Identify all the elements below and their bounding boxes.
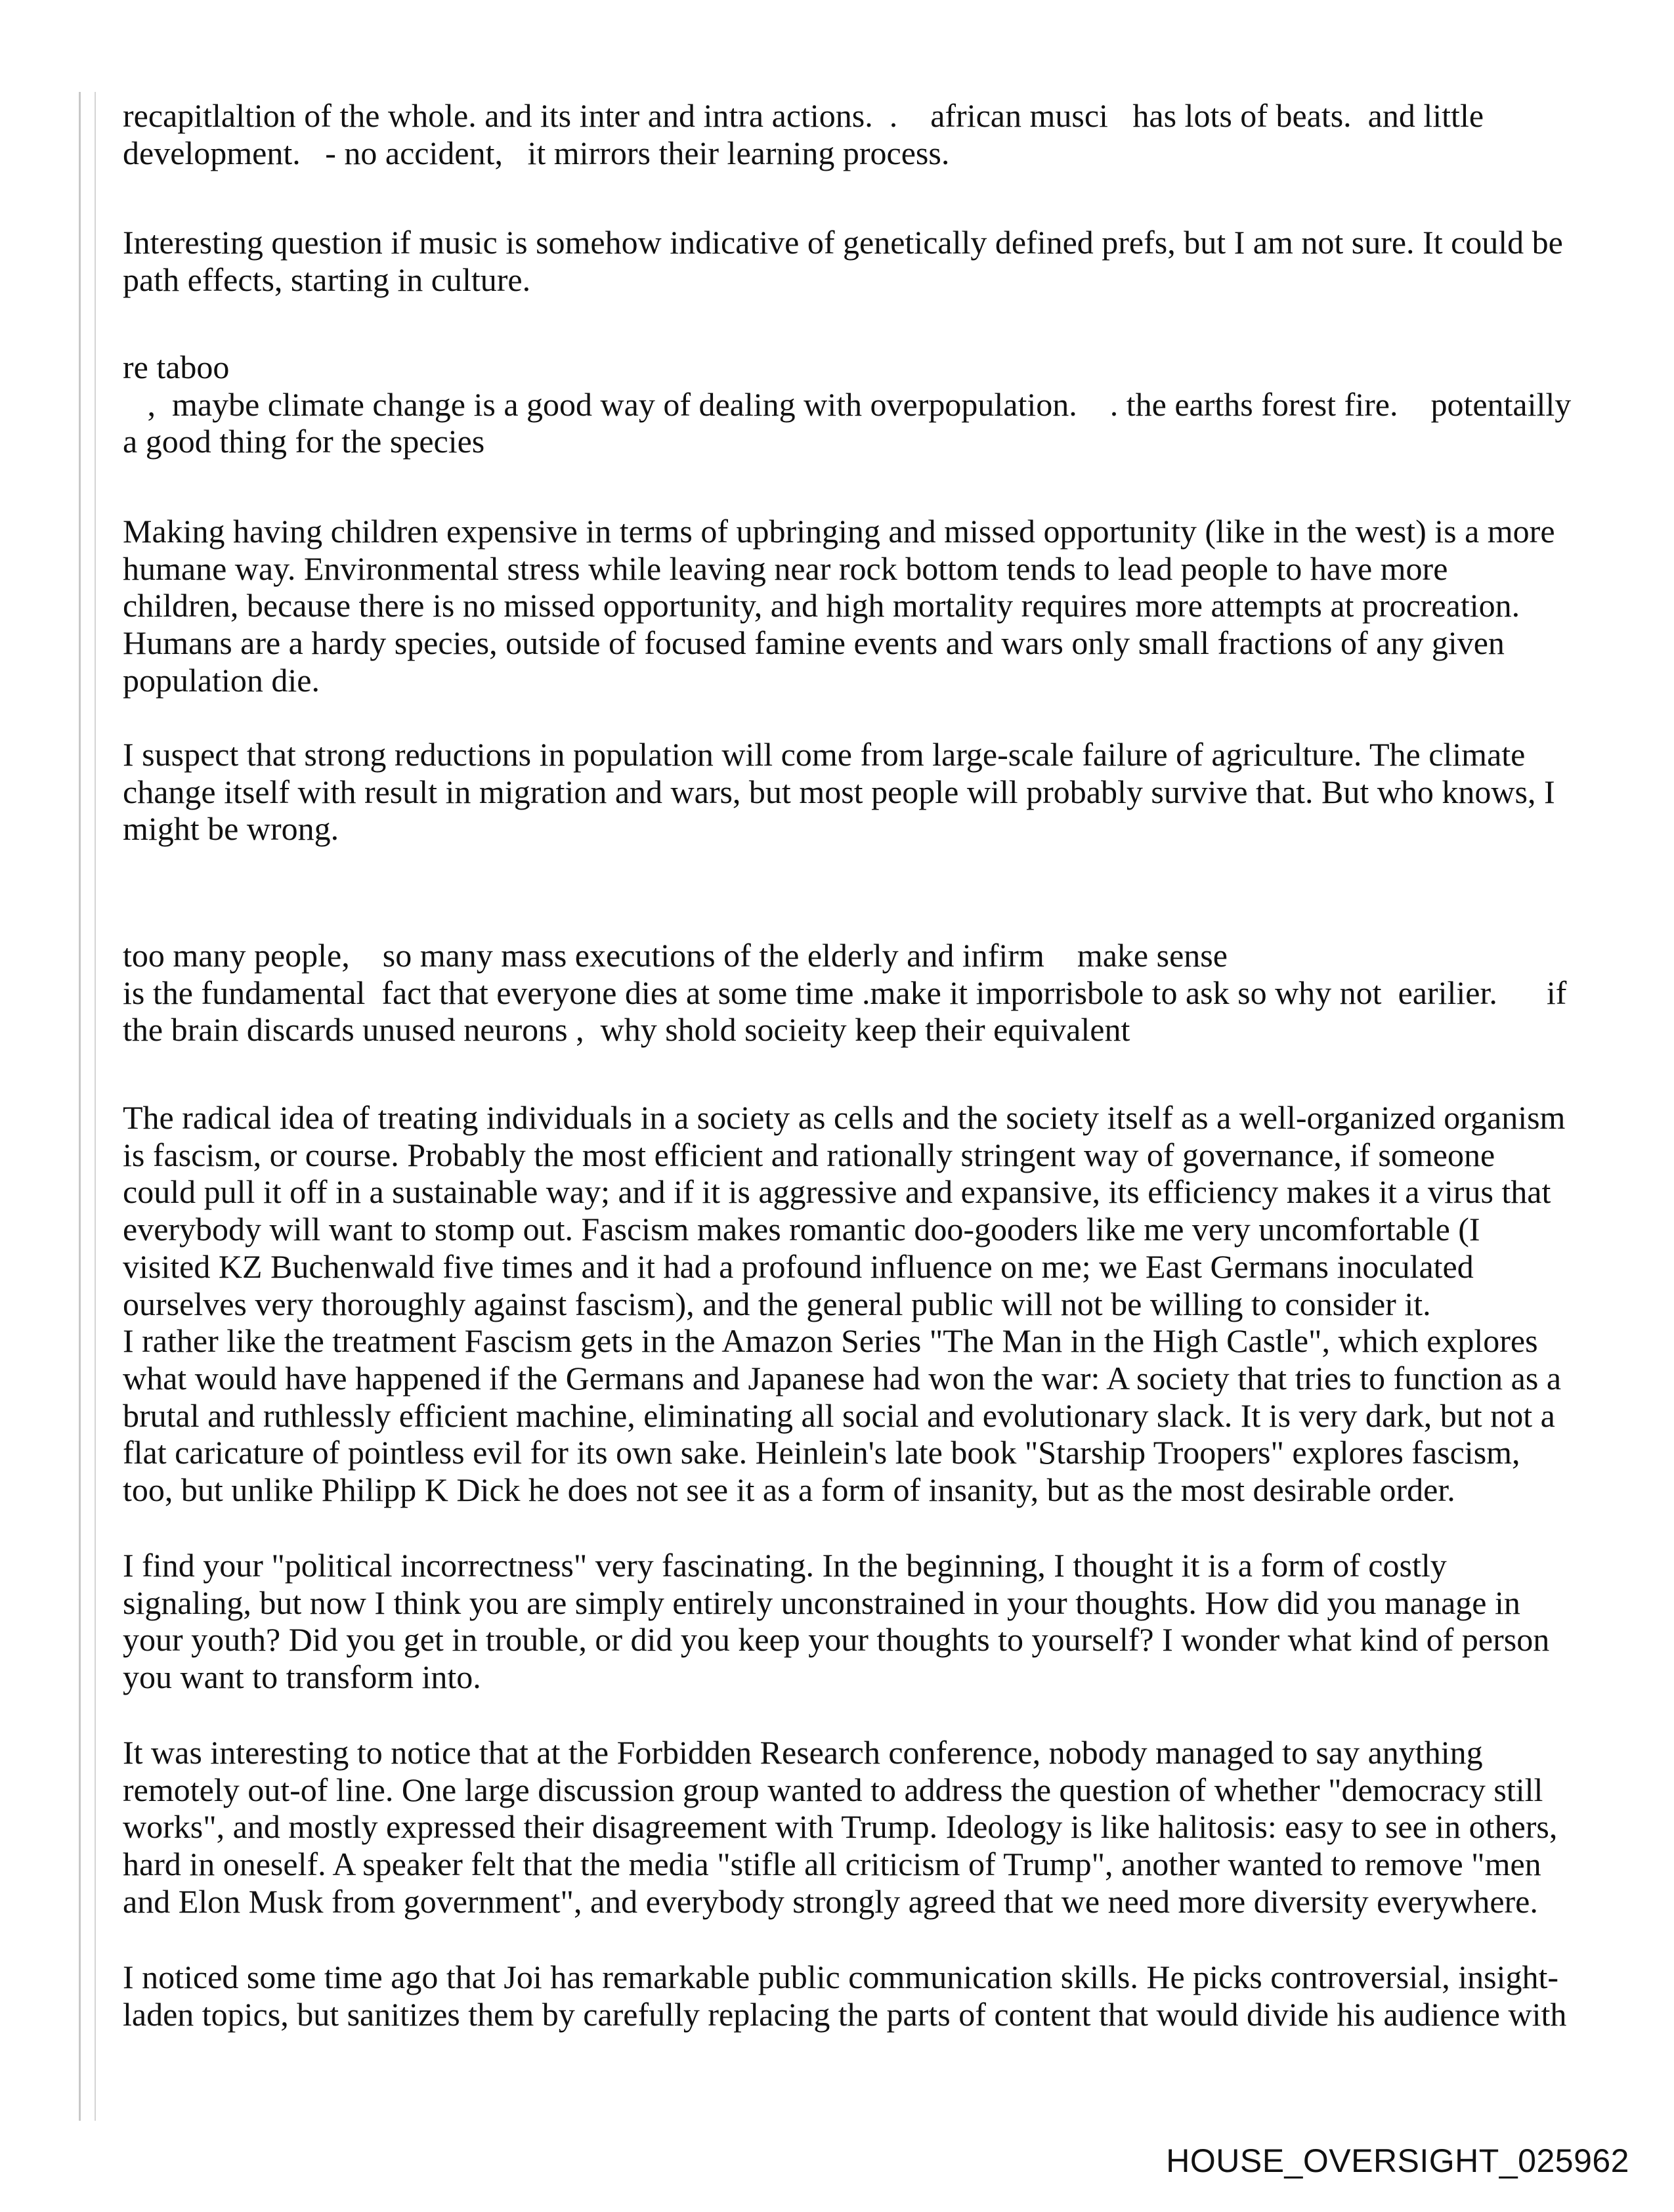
paragraph (123, 736, 1555, 848)
text-line: flat caricature of pointless evil for its own sake. Heinlein's late book "Starship Troopers" explores fascism, (123, 1434, 1520, 1471)
paragraph (123, 513, 1555, 699)
text-line: a good thing for the species (123, 423, 485, 460)
text-line: visited KZ Buchenwald five times and it had a profound influence on me; we East Germans inoculated (123, 1247, 1474, 1285)
text-line: population die. (123, 661, 320, 699)
text-line: Humans are a hardy species, outside of focused famine events and wars only small fractions of any given (123, 624, 1505, 662)
text-line: humane way. Environmental stress while leaving near rock bottom tends to lead people to have more (123, 550, 1448, 587)
paragraph (123, 97, 1484, 171)
text-line: re taboo (123, 349, 230, 385)
quote-bar-inner (95, 92, 96, 2121)
text-line: Making having children expensive in terms of upbringing and missed opportunity (like in the west) is a more (123, 513, 1555, 550)
text-line: children, because there is no missed opportunity, and high mortality requires more attempts at procreation. (123, 587, 1520, 624)
text-line: brutal and ruthlessly efficient machine, eliminating all social and evolutionary slack. It is very dark, but not a (123, 1397, 1555, 1434)
text-line: you want to transform into. (123, 1659, 481, 1696)
text-line: I rather like the treatment Fascism gets in the Amazon Series "The Man in the High Castle", which explores (123, 1322, 1538, 1360)
text-line: is fascism, or course. Probably the most efficient and rationally stringent way of governance, if someone (123, 1136, 1495, 1173)
text-line: I suspect that strong reductions in population will come from large-scale failure of agriculture. The climate (123, 736, 1526, 773)
text-line: is the fundamental fact that everyone dies at some time .make it imporrisbole to ask so why not earilier. if (123, 974, 1567, 1011)
paragraph (123, 1099, 1565, 1509)
paragraph (123, 937, 1566, 1049)
paragraph (123, 224, 1563, 298)
paragraph (123, 1547, 1549, 1696)
text-line: hard in oneself. A speaker felt that the media "stifle all criticism of Trump", another wanted to remove "men (123, 1846, 1541, 1883)
quote-bar-outer (79, 92, 81, 2121)
text-line: path effects, starting in culture. (123, 261, 531, 298)
text-line: could pull it off in a sustainable way; and if it is aggressive and expansive, its efficiency makes it a virus that (123, 1173, 1551, 1211)
text-line: remotely out-of line. One large discussion group wanted to address the question of whether "democracy still (123, 1771, 1543, 1808)
text-line: development. - no accident, it mirrors their learning process. (123, 134, 950, 171)
text-line: works", and mostly expressed their disagreement with Trump. Ideology is like halitosis: easy to see in others, (123, 1808, 1558, 1846)
text-line: the brain discards unused neurons , why shold socieity keep their equivalent (123, 1011, 1130, 1049)
text-line: too many people, so many mass executions of the elderly and infirm make sense (123, 937, 1228, 974)
bates-number: HOUSE_OVERSIGHT_025962 (1166, 2142, 1629, 2179)
text-line: I find your "political incorrectness" very fascinating. In the beginning, I thought it is a form of costly (123, 1547, 1447, 1584)
text-line: your youth? Did you get in trouble, or did you keep your thoughts to yourself? I wonder what kind of person (123, 1621, 1550, 1659)
text-line: ourselves very thoroughly against fascism), and the general public will not be willing to consider it. (123, 1285, 1431, 1322)
text-line: change itself with result in migration and wars, but most people will probably survive that. But who knows, I (123, 773, 1555, 810)
text-line: and Elon Musk from government", and everybody strongly agreed that we need more diversity everywhere. (123, 1882, 1538, 1920)
text-line: everybody will want to stomp out. Fascism makes romantic doo-gooders like me very uncomfortable (I (123, 1211, 1480, 1248)
paragraph (123, 1959, 1566, 2033)
text-line: too, but unlike Philipp K Dick he does not see it as a form of insanity, but as the most desirable order. (123, 1471, 1455, 1509)
text-line: signaling, but now I think you are simply entirely unconstrained in your thoughts. How did you manage in (123, 1584, 1520, 1621)
text-line: The radical idea of treating individuals in a society as cells and the society itself as a well-organized organism (123, 1099, 1566, 1136)
text-line: , maybe climate change is a good way of dealing with overpopulation. . the earths forest fire. potentailly (123, 385, 1572, 423)
paragraph (123, 349, 1571, 460)
paragraph (123, 1734, 1557, 1920)
text-line: might be wrong. (123, 810, 339, 848)
text-line: It was interesting to notice that at the Forbidden Research conference, nobody managed to say anything (123, 1734, 1483, 1771)
text-line: laden topics, but sanitizes them by carefully replacing the parts of content that would divide his audience with (123, 1995, 1567, 2033)
text-line: I noticed some time ago that Joi has remarkable public communication skills. He picks controversial, insight- (123, 1959, 1558, 1995)
text-line: what would have happened if the Germans and Japanese had won the war: A society that tries to function as a (123, 1359, 1562, 1397)
text-line: Interesting question if music is somehow indicative of genetically defined prefs, but I am not sure. It could be (123, 224, 1563, 261)
text-line: recapitlaltion of the whole. and its inter and intra actions. . african musci has lots of beats. and little (123, 97, 1484, 134)
